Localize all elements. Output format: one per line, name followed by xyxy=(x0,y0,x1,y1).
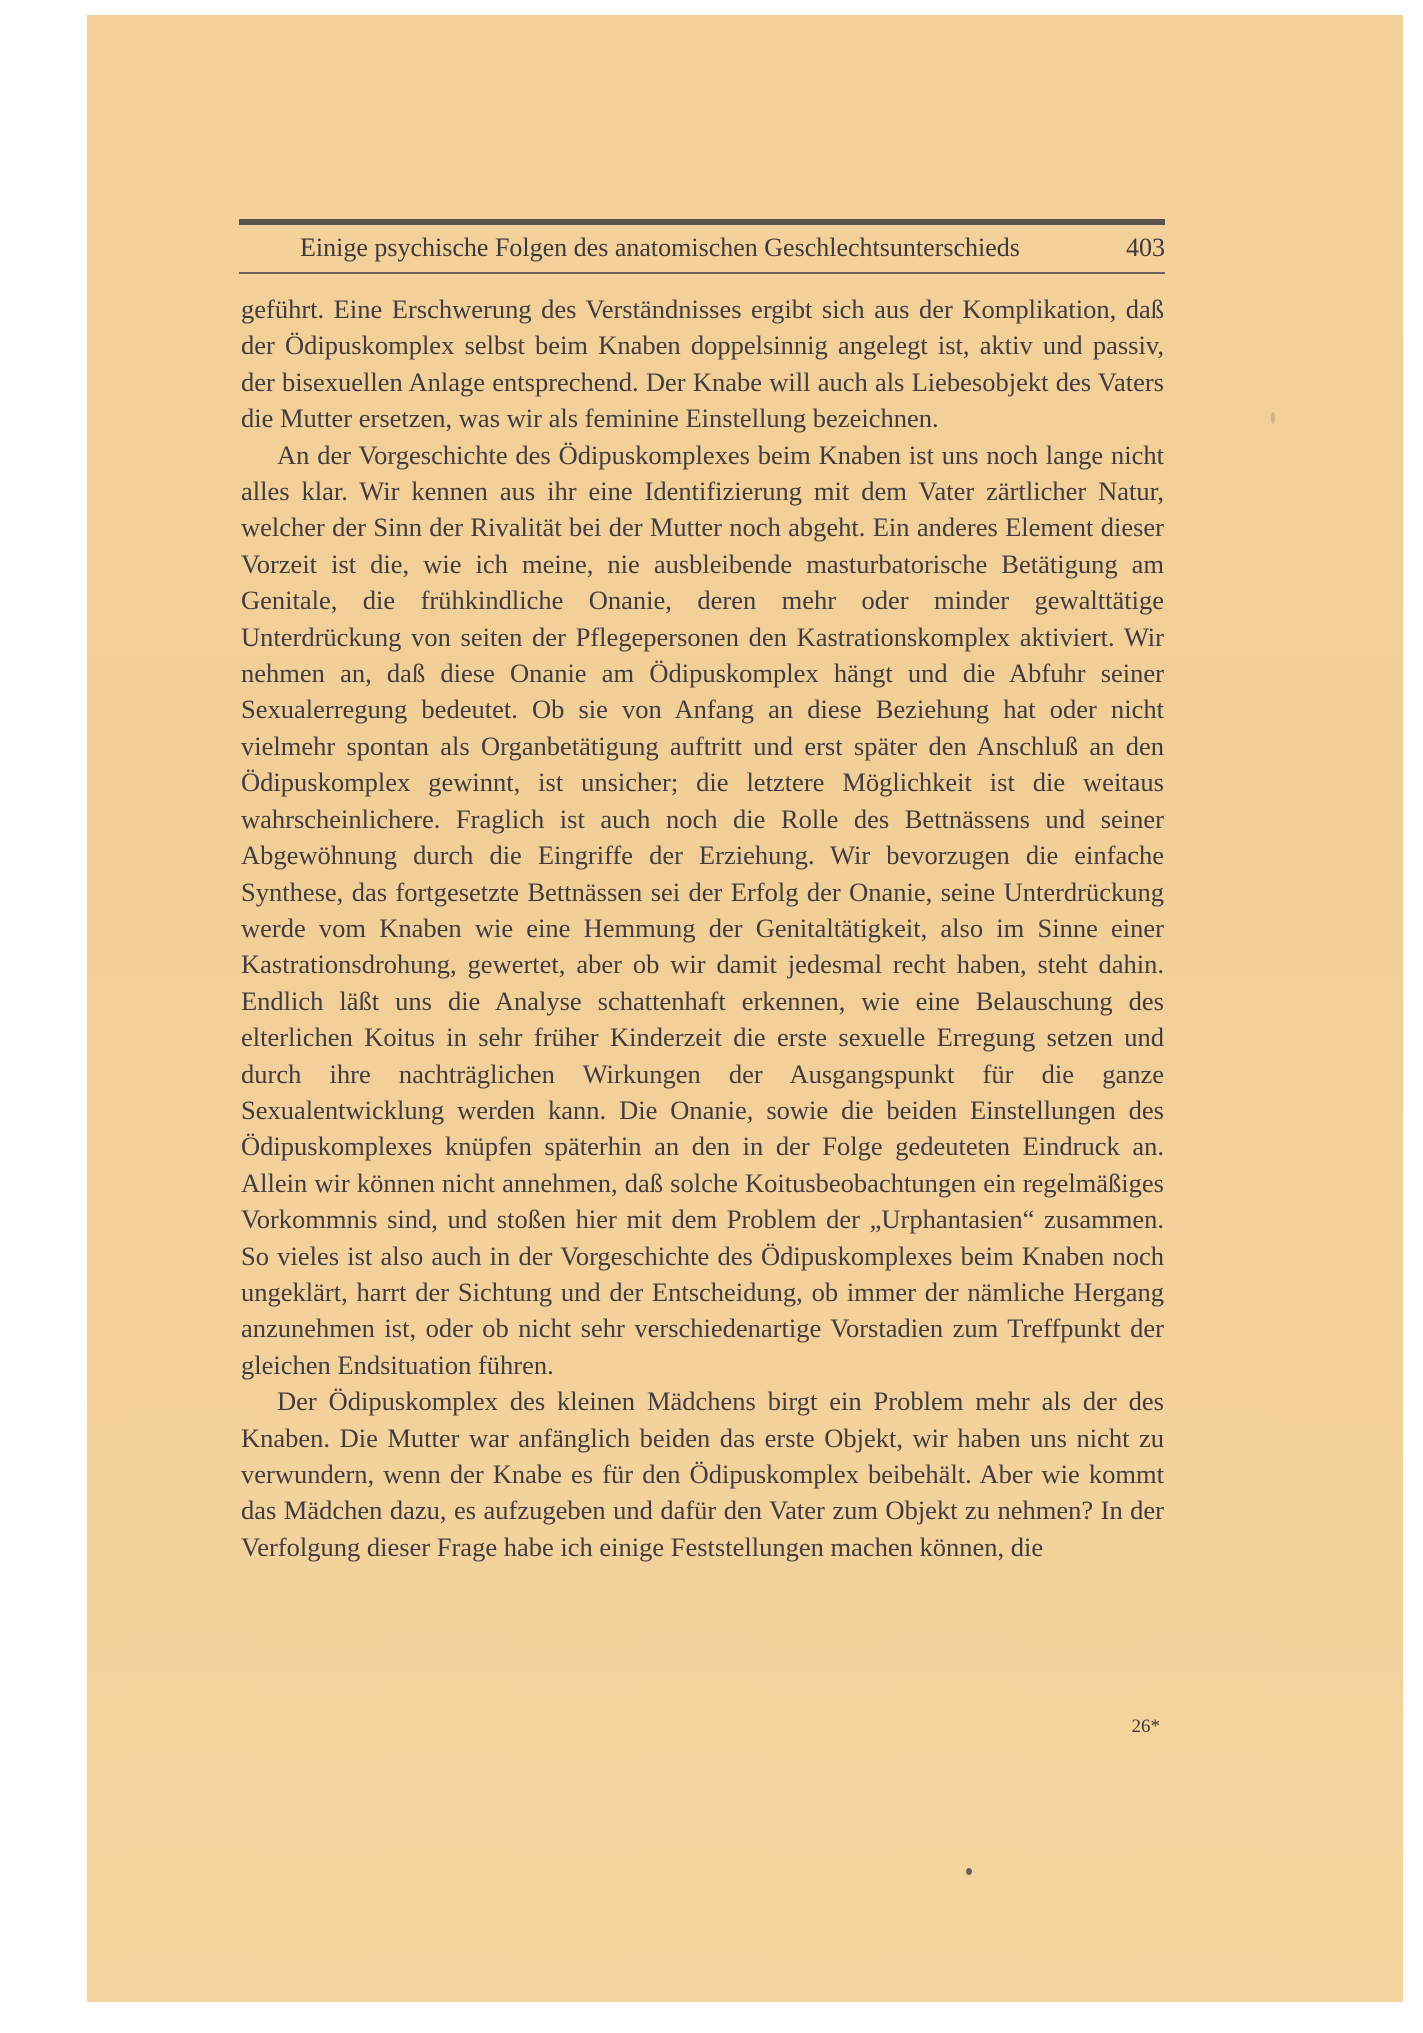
paragraph: An der Vorgeschichte des Ödipuskomplexes beim Knaben ist uns noch lange nicht alles klar. Wir kennen aus ihr eine Identifizierung mit dem Vater zärtlicher Natur, welcher der Sinn der Rivalität bei der Mutter noch abgeht. Ein anderes Element dieser Vorzeit ist die, wie ich meine, nie ausbleibende masturbatorische Betätigung am Genitale, die frühkindliche Onanie, deren mehr oder minder gewalttätige Unterdrückung von seiten der Pflegepersonen den Kastrationskomplex aktiviert. Wir nehmen an, daß diese Onanie am Ödipuskomplex hängt und die Abfuhr seiner Sexualerregung bedeutet. Ob sie von Anfang an diese Beziehung hat oder nicht vielmehr spontan als Organbetätigung auftritt und erst später den Anschluß an den Ödipuskomplex gewinnt, ist unsicher; die letztere Möglichkeit ist die weitaus wahrscheinlichere. Fraglich ist auch noch die Rolle des Bettnässens und seiner Abgewöhnung durch die Eingriffe der Erziehung. Wir bevorzugen die einfache Synthese, das fortgesetzte Bettnässen sei der Erfolg der Onanie, seine Unterdrückung werde vom Knaben wie eine Hemmung der Genitaltätigkeit, also im Sinne einer Kastrationsdrohung, gewertet, aber ob wir damit jedesmal recht haben, steht dahin. Endlich läßt uns die Analyse schattenhaft erkennen, wie eine Belauschung des elterlichen Koitus in sehr früher Kinderzeit die erste sexuelle Erregung setzen und durch ihre nachträglichen Wirkungen der Ausgangspunkt für die ganze Sexualentwicklung werden kann. Die Onanie, sowie die beiden Einstellungen des Ödipuskomplexes knüpfen späterhin an den in der Folge gedeuteten Eindruck an. Allein wir können nicht annehmen, daß solche Koitusbeobachtungen ein regelmäßiges Vorkommnis sind, und stoßen hier mit dem Problem der „Urphantasien“ zusammen. So vieles ist also auch in der Vorgeschichte des Ödipuskomplexes beim Knaben noch ungeklärt, harrt der Sichtung und der Entscheidung, ob immer der nämliche Hergang anzunehmen ist, oder ob nicht sehr verschiedenartige Vorstadien zum Treffpunkt der gleichen Endsituation führen. xyxy=(241,439,1164,1380)
body-text xyxy=(241,291,1164,1565)
signature-mark: 26* xyxy=(1131,1716,1160,1737)
header-rule-top xyxy=(239,219,1165,225)
running-head xyxy=(300,229,1165,269)
paragraph: Der Ödipuskomplex des kleinen Mädchens birgt ein Problem mehr als der des Knaben. Die Mutter war anfänglich beiden das erste Objekt, wir haben uns nicht zu verwundern, wenn der Knabe es für den Ödipuskomplex beibehält. Aber wie kommt das Mädchen dazu, es aufzugeben und dafür den Vater zum Objekt zu nehmen? In der Verfolgung dieser Frage habe ich einige Feststellungen machen können, die xyxy=(241,1386,1164,1562)
running-title: Einige psychische Folgen des anatomischen Geschlechtsunterschieds xyxy=(300,233,1020,262)
ink-speck xyxy=(966,1868,972,1875)
paragraph: geführt. Eine Erschwerung des Verständnisses ergibt sich aus der Komplikation, daß der Ödipuskomplex selbst beim Knaben doppelsinnig angelegt ist, aktiv und passiv, der bisexuellen Anlage entsprechend. Der Knabe will auch als Liebesobjekt des Vaters die Mutter ersetzen, was wir als feminine Einstellung bezeichnen. xyxy=(241,294,1164,434)
ink-speck xyxy=(1271,412,1275,424)
page-number: 403 xyxy=(1126,233,1165,262)
header-rule-bottom xyxy=(239,272,1165,274)
